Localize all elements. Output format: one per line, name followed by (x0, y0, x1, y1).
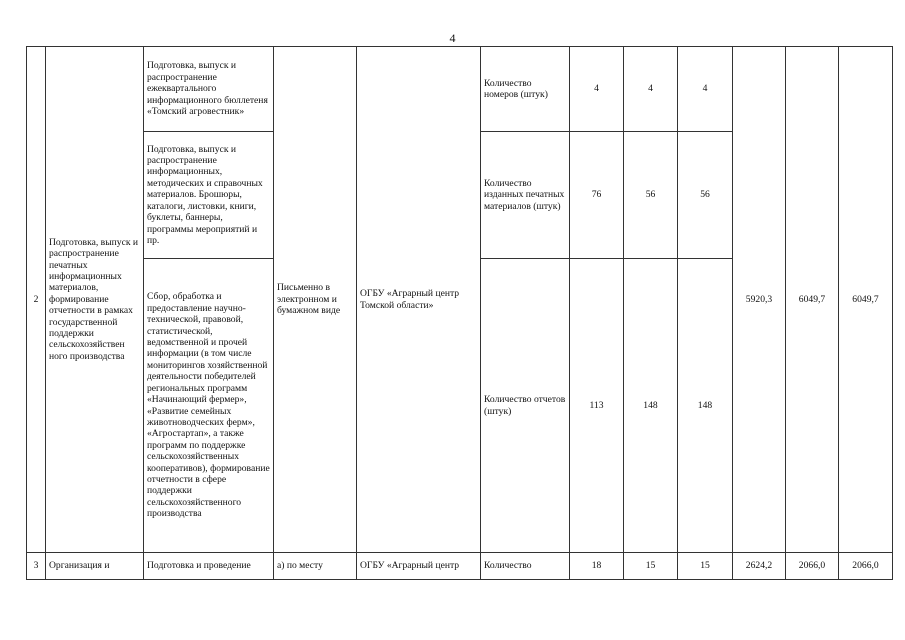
row-index: 2 (27, 47, 46, 553)
total-cell: 6049,7 (786, 47, 839, 553)
form-cell: а) по месту (274, 553, 357, 580)
event-name-cell: Подготовка, выпуск и распространение печатных информационных материалов, формирование отчетности в рамках государственной поддержки сельскохозяйствен ного производства (46, 47, 144, 553)
value-cell: 15 (678, 553, 733, 580)
value-cell: 4 (624, 47, 678, 132)
indicator-cell: Количество отчетов (штук) (481, 259, 570, 553)
executor-cell: ОГБУ «Аграрный центр (357, 553, 481, 580)
value-cell: 148 (678, 259, 733, 553)
total-cell: 6049,7 (839, 47, 893, 553)
executor-cell: ОГБУ «Аграрный центр Томской области» (357, 47, 481, 553)
value-cell: 76 (570, 132, 624, 259)
value-cell: 4 (570, 47, 624, 132)
value-cell: 56 (624, 132, 678, 259)
page-number: 4 (449, 31, 456, 45)
indicator-cell: Количество изданных печатных материалов (штук) (481, 132, 570, 259)
value-cell: 113 (570, 259, 624, 553)
total-cell: 2624,2 (733, 553, 786, 580)
indicator-cell: Количество (481, 553, 570, 580)
value-cell: 4 (678, 47, 733, 132)
activity-cell: Сбор, обработка и предоставление научно-технической, правовой, статистической, ведомственной и прочей информации (в том числе мониторингов хозяйственной деятельности победителей региональных программ «Начинающий фермер», «Развитие семейных животноводческих ферм», «Агростартап», а также программ по поддержке сельскохозяйственных кооперативов), формирование отчетности в сфере поддержки сельскохозяйственного производства (144, 259, 274, 553)
indicator-cell: Количество номеров (штук) (481, 47, 570, 132)
table-row (27, 553, 893, 580)
row-index: 3 (27, 553, 46, 580)
activity-cell: Подготовка и проведение (144, 553, 274, 580)
value-cell: 148 (624, 259, 678, 553)
program-table (26, 46, 893, 580)
activity-cell: Подготовка, выпуск и распространение информационных, методических и справочных материалов. Брошюры, каталоги, листовки, книги, буклеты, баннеры, программы мероприятий и пр. (144, 132, 274, 259)
total-cell: 2066,0 (786, 553, 839, 580)
event-name-cell: Организация и (46, 553, 144, 580)
value-cell: 15 (624, 553, 678, 580)
total-cell: 2066,0 (839, 553, 893, 580)
total-cell: 5920,3 (733, 47, 786, 553)
form-cell: Письменно в электронном и бумажном виде (274, 47, 357, 553)
table-row (27, 47, 893, 132)
value-cell: 18 (570, 553, 624, 580)
activity-cell: Подготовка, выпуск и распространение ежеквартального информационного бюллетеня «Томский агровестник» (144, 47, 274, 132)
value-cell: 56 (678, 132, 733, 259)
